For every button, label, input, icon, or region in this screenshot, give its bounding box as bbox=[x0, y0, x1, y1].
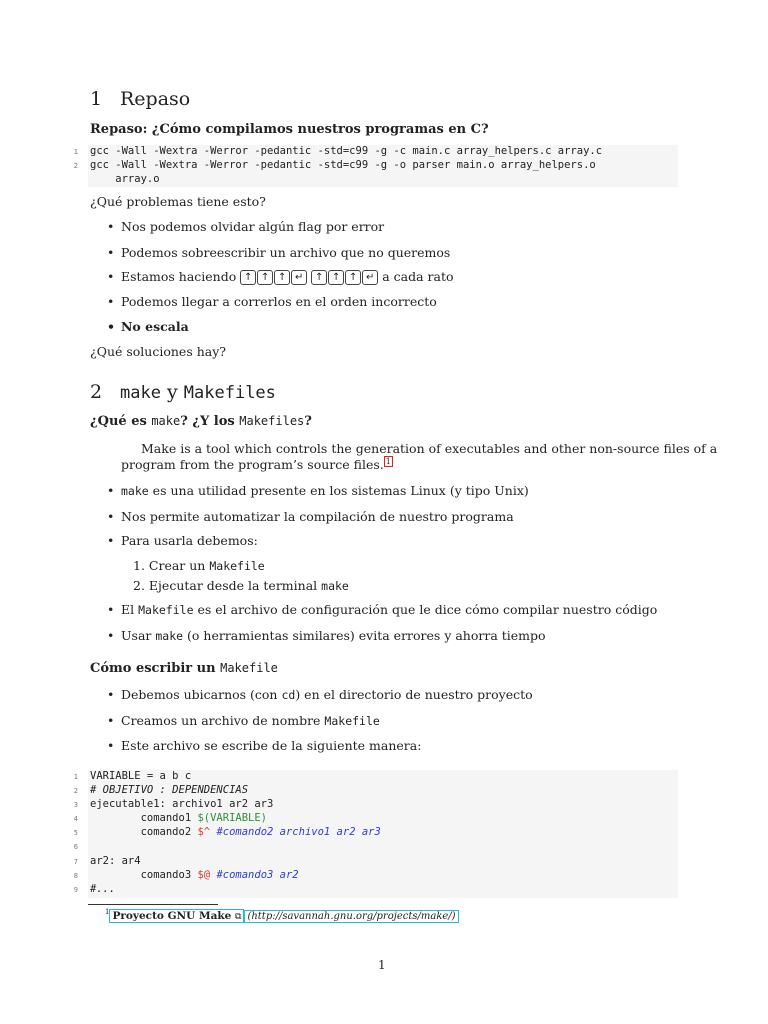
list-item bbox=[121, 628, 546, 643]
heading-mono: make bbox=[151, 414, 181, 428]
code-text: comando1 bbox=[90, 812, 198, 824]
subsection-repaso-heading: Repaso: ¿Cómo compilamos nuestros programas en C? bbox=[90, 122, 489, 137]
code-line: ar2: ar4 bbox=[90, 855, 141, 867]
inline-code: Makefile bbox=[324, 714, 380, 728]
section-number: 2 bbox=[90, 381, 103, 403]
footnote bbox=[105, 908, 459, 922]
up-arrow-key-icon: ↑ bbox=[328, 270, 344, 285]
list-item: • Para usarla debemos: bbox=[121, 533, 258, 548]
heading-text: Cómo escribir un bbox=[90, 661, 221, 676]
up-arrow-key-icon: ↑ bbox=[311, 270, 327, 285]
footnote-rule bbox=[88, 904, 218, 905]
external-link-icon: ⧉ bbox=[235, 911, 242, 922]
list-item-text: Creamos un archivo de nombre bbox=[121, 713, 325, 728]
heading-text: ? ¿Y los bbox=[180, 414, 240, 429]
list-item-text: El bbox=[121, 602, 139, 617]
enter-key-icon: ↵ bbox=[362, 270, 378, 285]
code-auto-var: $^ bbox=[197, 826, 211, 838]
footnote-ref[interactable]: 1 bbox=[385, 457, 391, 466]
list-item bbox=[121, 483, 529, 498]
line-number: 6 bbox=[73, 843, 78, 851]
inline-code: make bbox=[121, 484, 149, 498]
heading-text: ? bbox=[304, 414, 312, 429]
line-number: 7 bbox=[73, 858, 78, 866]
code-line bbox=[90, 826, 381, 838]
section-2-heading bbox=[90, 381, 276, 403]
inline-code: make bbox=[321, 579, 349, 593]
code-block-makefile bbox=[73, 770, 678, 898]
code-line: array.o bbox=[90, 173, 160, 185]
list-item: • Nos permite automatizar la compilación de nuestro programa bbox=[121, 509, 514, 524]
list-item bbox=[133, 578, 349, 593]
list-item: • Este archivo se escribe de la siguiente manera: bbox=[121, 738, 421, 753]
section-title: Repaso bbox=[120, 88, 191, 110]
list-item-text: a cada rato bbox=[382, 269, 454, 284]
list-item bbox=[121, 713, 380, 728]
subsection-makefile-heading bbox=[90, 661, 278, 676]
line-number: 2 bbox=[73, 162, 78, 170]
line-number: 1 bbox=[73, 148, 78, 156]
section-number: 1 bbox=[90, 88, 103, 110]
code-line bbox=[90, 869, 299, 881]
line-number: 9 bbox=[73, 886, 78, 894]
line-number: 2 bbox=[73, 787, 78, 795]
page-number: 1 bbox=[378, 958, 386, 972]
code-comment: #comando2 archivo1 ar2 ar3 bbox=[210, 826, 381, 838]
code-text: comando2 bbox=[90, 826, 198, 838]
list-item bbox=[121, 687, 533, 702]
footnote-mark: 1 bbox=[105, 908, 110, 916]
code-line: VARIABLE = a b c bbox=[90, 770, 192, 782]
list-item-text: es una utilidad presente en los sistemas Linux (y tipo Unix) bbox=[148, 483, 529, 498]
key-sequence bbox=[240, 269, 308, 285]
line-number: 8 bbox=[73, 872, 78, 880]
list-item: • No escala bbox=[121, 319, 189, 334]
heading-text: ¿Qué es bbox=[90, 414, 152, 429]
line-number: 5 bbox=[73, 829, 78, 837]
code-auto-var: $@ bbox=[197, 869, 211, 881]
code-block-compile bbox=[73, 145, 678, 187]
inline-code: Makefile bbox=[209, 559, 265, 573]
quote-text: program from the program’s source files. bbox=[121, 457, 384, 472]
code-comment: #comando3 ar2 bbox=[210, 869, 299, 881]
code-line: ejecutable1: archivo1 ar2 ar3 bbox=[90, 798, 274, 810]
list-item: • Nos podemos olvidar algún flag por error bbox=[121, 219, 384, 234]
quote-line bbox=[121, 457, 393, 472]
list-item bbox=[121, 269, 454, 285]
quote-line: Make is a tool which controls the generation of executables and other non-source files of a bbox=[141, 441, 718, 456]
list-item-text: ) en el directorio de nuestro proyecto bbox=[295, 687, 533, 702]
list-item-text: Usar bbox=[121, 628, 156, 643]
list-item-text: Debemos ubicarnos (con bbox=[121, 687, 282, 702]
up-arrow-key-icon: ↑ bbox=[257, 270, 273, 285]
url-text: http://savannah.gnu.org/projects/make/ bbox=[251, 910, 452, 922]
list-item: • Podemos llegar a correrlos en el orden incorrecto bbox=[121, 294, 437, 309]
list-item bbox=[121, 602, 657, 617]
section-title-mono: Makefiles bbox=[183, 383, 276, 403]
inline-code: make bbox=[155, 629, 184, 643]
key-sequence bbox=[311, 269, 379, 285]
code-line bbox=[90, 812, 267, 824]
section-1-heading bbox=[90, 88, 190, 110]
up-arrow-key-icon: ↑ bbox=[345, 270, 361, 285]
list-item-text: Crear un bbox=[148, 558, 210, 573]
list-item-text: Ejecutar desde la terminal bbox=[148, 578, 322, 593]
step-number: 2. bbox=[133, 578, 145, 593]
line-number: 3 bbox=[73, 801, 78, 809]
line-number: 1 bbox=[73, 773, 78, 781]
enter-key-icon: ↵ bbox=[291, 270, 307, 285]
code-variable: $(VARIABLE) bbox=[197, 812, 268, 824]
heading-mono: Makefile bbox=[220, 661, 278, 675]
list-item-text: (o herramientas similares) evita errores y ahorra tiempo bbox=[183, 628, 546, 643]
section-title-text: y bbox=[160, 381, 184, 403]
list-item bbox=[133, 558, 265, 573]
code-comment: # OBJETIVO : DEPENDENCIAS bbox=[90, 784, 249, 796]
code-line: gcc -Wall -Wextra -Werror -pedantic -std=c99 -g -o parser main.o array_helpers.o bbox=[90, 159, 596, 171]
step-number: 1. bbox=[133, 558, 145, 573]
up-arrow-key-icon: ↑ bbox=[240, 270, 256, 285]
section-title-mono: make bbox=[120, 383, 161, 403]
list-item: • Podemos sobreescribir un archivo que no queremos bbox=[121, 245, 450, 260]
footnote-url[interactable]: (http://savannah.gnu.org/projects/make/) bbox=[244, 910, 458, 923]
question-problems: ¿Qué problemas tiene esto? bbox=[90, 194, 266, 209]
list-item-text: Estamos haciendo bbox=[121, 269, 237, 284]
inline-code: Makefile bbox=[138, 603, 194, 617]
footnote-link[interactable] bbox=[109, 909, 244, 923]
subsection-make-heading bbox=[90, 414, 312, 429]
list-item-text: es el archivo de configuración que le dice cómo compilar nuestro código bbox=[193, 602, 658, 617]
code-line: gcc -Wall -Wextra -Werror -pedantic -std=c99 -g -c main.c array_helpers.c array.c bbox=[90, 145, 603, 157]
code-text: comando3 bbox=[90, 869, 198, 881]
link-text: Proyecto GNU Make bbox=[112, 909, 232, 922]
inline-code: cd bbox=[281, 688, 296, 702]
code-comment: #... bbox=[90, 883, 116, 895]
up-arrow-key-icon: ↑ bbox=[274, 270, 290, 285]
line-number: 4 bbox=[73, 815, 78, 823]
heading-mono: Makefiles bbox=[239, 414, 305, 428]
question-solutions: ¿Qué soluciones hay? bbox=[90, 344, 226, 359]
